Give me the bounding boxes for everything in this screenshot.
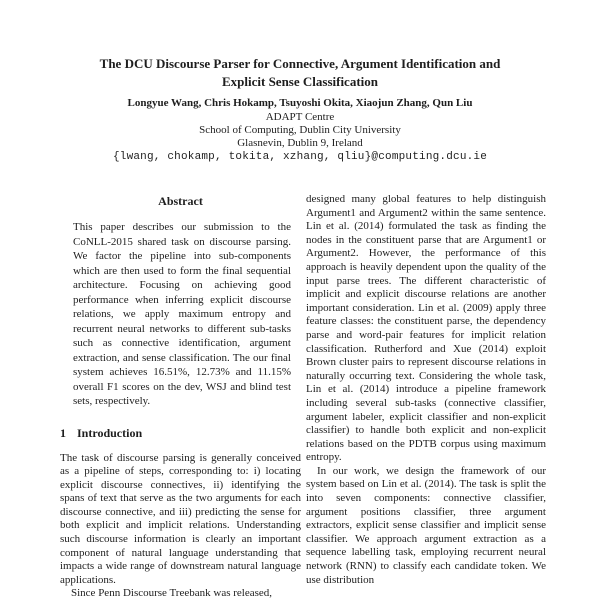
section-heading-introduction [60,426,301,441]
right-paragraph-1: designed many global features to help distinguish Argument1 and Argument2 within the same sentence. Lin et al. (2014) formulated the task as finding the nodes in the constituent parse that are Argument1 or Argument2. However, the performance of this approach is heavily dependent upon the quality of the input parse trees. The different characteristic of implicit and explicit discourse relations are another important consideration. Lin et al. (2009) apply three feature classes: the constituent parse, the dependency parse and word-pair features for implicit relation classification. Rutherford and Xue (2014) exploit Brown cluster pairs to represent discourse relations in naturally occurring text. Considering the whole task, Lin et al. (2014) introduce a pipeline framework including several sub-tasks (connective classifier, argument labeler, explicit classifier and non-explicit classifier) to handle both explicit and non-explicit relations based on the PDTB corpus using maximum entropy. [306,193,546,464]
right-column [306,193,546,587]
author-block [50,97,550,164]
section-number: 1 [60,425,66,440]
paper-title-line-2: Explicit Sense Classification [221,73,378,89]
intro-paragraph-2: Since Penn Discourse Treebank was released, [71,587,273,600]
email-line: {lwang, chokamp, tokita, xzhang, qliu}@computing.dcu.ie [112,151,488,164]
abstract-text: This paper describes our submission to the CoNLL-2015 shared task on discourse parsing. We factor the pipeline into sub-components which are then used to form the final sequential architecture. Focusing on achieving good performance when inferring explicit discourse relations, we apply maximum entropy and recurrent neural networks to different sub-tasks such as connective identification, argument extraction, and sense classification. The our final system achieves 16.51%, 12.73% and 11.15% overall F1 scores on the dev, WSJ and blind test sets, respectively. [73,221,291,407]
left-column [60,192,301,600]
paper-title [50,55,550,90]
abstract-heading: Abstract [158,194,203,208]
affiliation-line-1: ADAPT Centre [265,110,335,123]
section-title: Introduction [77,425,143,440]
authors-line: Longyue Wang, Chris Hokamp, Tsuyoshi Okita, Xiaojun Zhang, Qun Liu [127,97,473,109]
paper-title-line-1: The DCU Discourse Parser for Connective, Argument Identification and [99,56,501,71]
intro-paragraph-1: The task of discourse parsing is generally conceived as a pipeline of steps, corresponding to: i) locating explicit discourse connectives, ii) identifying the spans of text that serve as the two arguments for each discourse connective, and iii) predicting the sense for both explicit and implicit relations. Understanding such discourse information is clearly an important component of natural language understanding that impacts a wide range of downstream natural language applications. [60,451,301,586]
right-paragraph-2: In our work, we design the framework of our system based on Lin et al. (2014). The task is split the into seven components: connective classifier, argument positions classifier, three argument extractors, explicit sense classifier and implicit sense classifier. We approach argument extraction as a sequence labelling task, employing recurrent neural network (RNN) to classify each candidate token. We use distribution [306,464,546,586]
affiliation-line-3: Glasnevin, Dublin 9, Ireland [237,136,363,149]
affiliation-line-2: School of Computing, Dublin City University [199,123,401,136]
